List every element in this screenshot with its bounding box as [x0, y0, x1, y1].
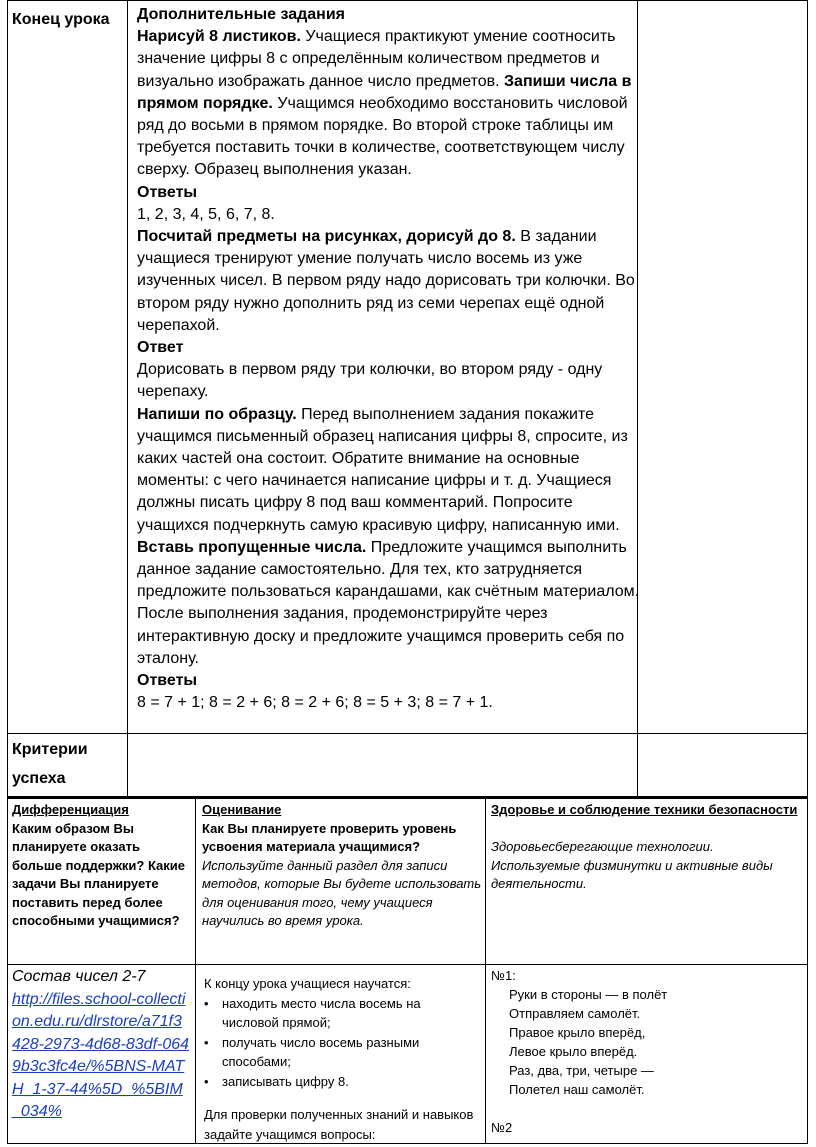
lesson-table [7, 0, 808, 797]
assessment-content [204, 974, 476, 1144]
exercise-number-1: №1: [491, 968, 516, 983]
poem-line: Отправляем самолёт. [509, 1006, 641, 1021]
health-header [491, 801, 801, 894]
list-item: • получать число восемь разными способами; [204, 1034, 420, 1069]
list-item: • находить место числа восемь на числовой прямой; [204, 995, 421, 1030]
task-paragraph-2: Посчитай предметы на рисунках, дорисуй до 8. В задании учащиеся тренируют умение получать число восемь из уже изученных чисел. В первом ряду надо дорисовать три колючки. Во втором ряду нужно дополнить ряд из семи черепах ещё одной черепахой. [137, 228, 635, 334]
answers-text: 1, 2, 3, 4, 5, 6, 7, 8. [137, 205, 275, 223]
answer-label: Ответ [137, 339, 184, 357]
section-heading: Дополнительные задания [137, 6, 346, 23]
differentiation-question: Каким образом Вы планируете оказать больше поддержки? Какие задачи Вы планируете поставить перед более способными учащимися? [12, 820, 186, 928]
number-composition-title: Состав чисел 2-7 [12, 968, 146, 985]
differentiation-content [12, 966, 190, 1124]
poem-line: Полетел наш самолёт. [509, 1082, 645, 1097]
answers-label-2: Ответы [137, 672, 198, 690]
task-paragraph-3: Напиши по образцу. Перед выполнением задания покажите учащимся письменный образец написания цифры 8, спросите, из каких частей она состоит. Обратите внимание на основные моменты: с чего начинается написание цифры и т. д. Учащиеся должны писать цифру 8 под ваш комментарий. Попросите учащихся подчеркнуть самую красивую цифру, написанную ими. Вставь пропущенные числа. Предложите учащимся выполнить данное задание самостоятельно. Для тех, кто затрудняется предложите пользоваться карандашами, как счётным материалом. После выполнения задания, продемонстрируйте через интерактивную доску и предложите учащимся проверить себя по эталону. [137, 405, 640, 667]
task-paragraph-1: Нарисуй 8 листиков. Учащиеся практикуют умение соотносить значение цифры 8 с определённым количеством предметов и визуально изображать данное число предметов. Запиши числа в прямом порядке. Учащимся необходимо восстановить числовой ряд до восьми в прямом порядке. Во второй строке таблицы им требуется поставить точки в количестве, соответствующем числу сверху. Образец выполнения указан. [137, 28, 632, 179]
assessment-header [202, 801, 482, 931]
row-label-end-of-lesson: Конец урока [12, 11, 110, 28]
differentiation-title: Дифференциация [12, 802, 129, 817]
answers-label: Ответы [137, 183, 198, 201]
poem-line: Правое крыло вперёд, [509, 1025, 646, 1040]
assessment-hint: Используйте данный раздел для записи методов, которые Вы будете использовать для оценивания того, чему учащиеся научились во время урока. [202, 857, 482, 928]
assessment-footer: Для проверки полученных знаний и навыков задайте учащимся вопросы: [204, 1107, 474, 1142]
answer-text: Дорисовать в первом ряду три колючки, во втором ряду - одну черепаху. [137, 361, 603, 401]
resource-link[interactable]: http://files.school-collection.edu.ru/dlrstore/a71f3428-2973-4d68-83df-0649b3c3fc4e/%5BNS-MATH_1-37-44%5D_%5BIM_034% [12, 990, 190, 1120]
differentiation-header [12, 801, 190, 931]
answers-text-2: 8 = 7 + 1; 8 = 2 + 6; 8 = 2 + 6; 8 = 5 + 3; 8 = 7 + 1. [137, 694, 493, 712]
health-content [491, 966, 791, 1137]
additional-tasks-content [137, 4, 642, 715]
poem-line: Руки в стороны — в полёт [509, 987, 668, 1002]
health-hint: Здоровьесберегающие технологии. Используемые физминутки и активные виды деятельности. [491, 839, 773, 891]
planning-table [7, 797, 808, 1144]
row-label-success-criteria: Критерии успеха [12, 741, 88, 787]
poem-line: Раз, два, три, четыре — [509, 1063, 654, 1078]
assessment-title: Оценивание [202, 802, 282, 817]
health-title: Здоровье и соблюдение техники безопасности [491, 802, 798, 817]
exercise-number-2: №2 [491, 1120, 513, 1135]
assessment-question: Как Вы планируете проверить уровень усвоения материала учащимися? [202, 820, 457, 854]
assessment-intro: К концу урока учащиеся научатся: [204, 976, 411, 991]
list-item: • записывать цифру 8. [204, 1073, 349, 1089]
poem-line: Левое крыло вперёд. [509, 1044, 638, 1059]
